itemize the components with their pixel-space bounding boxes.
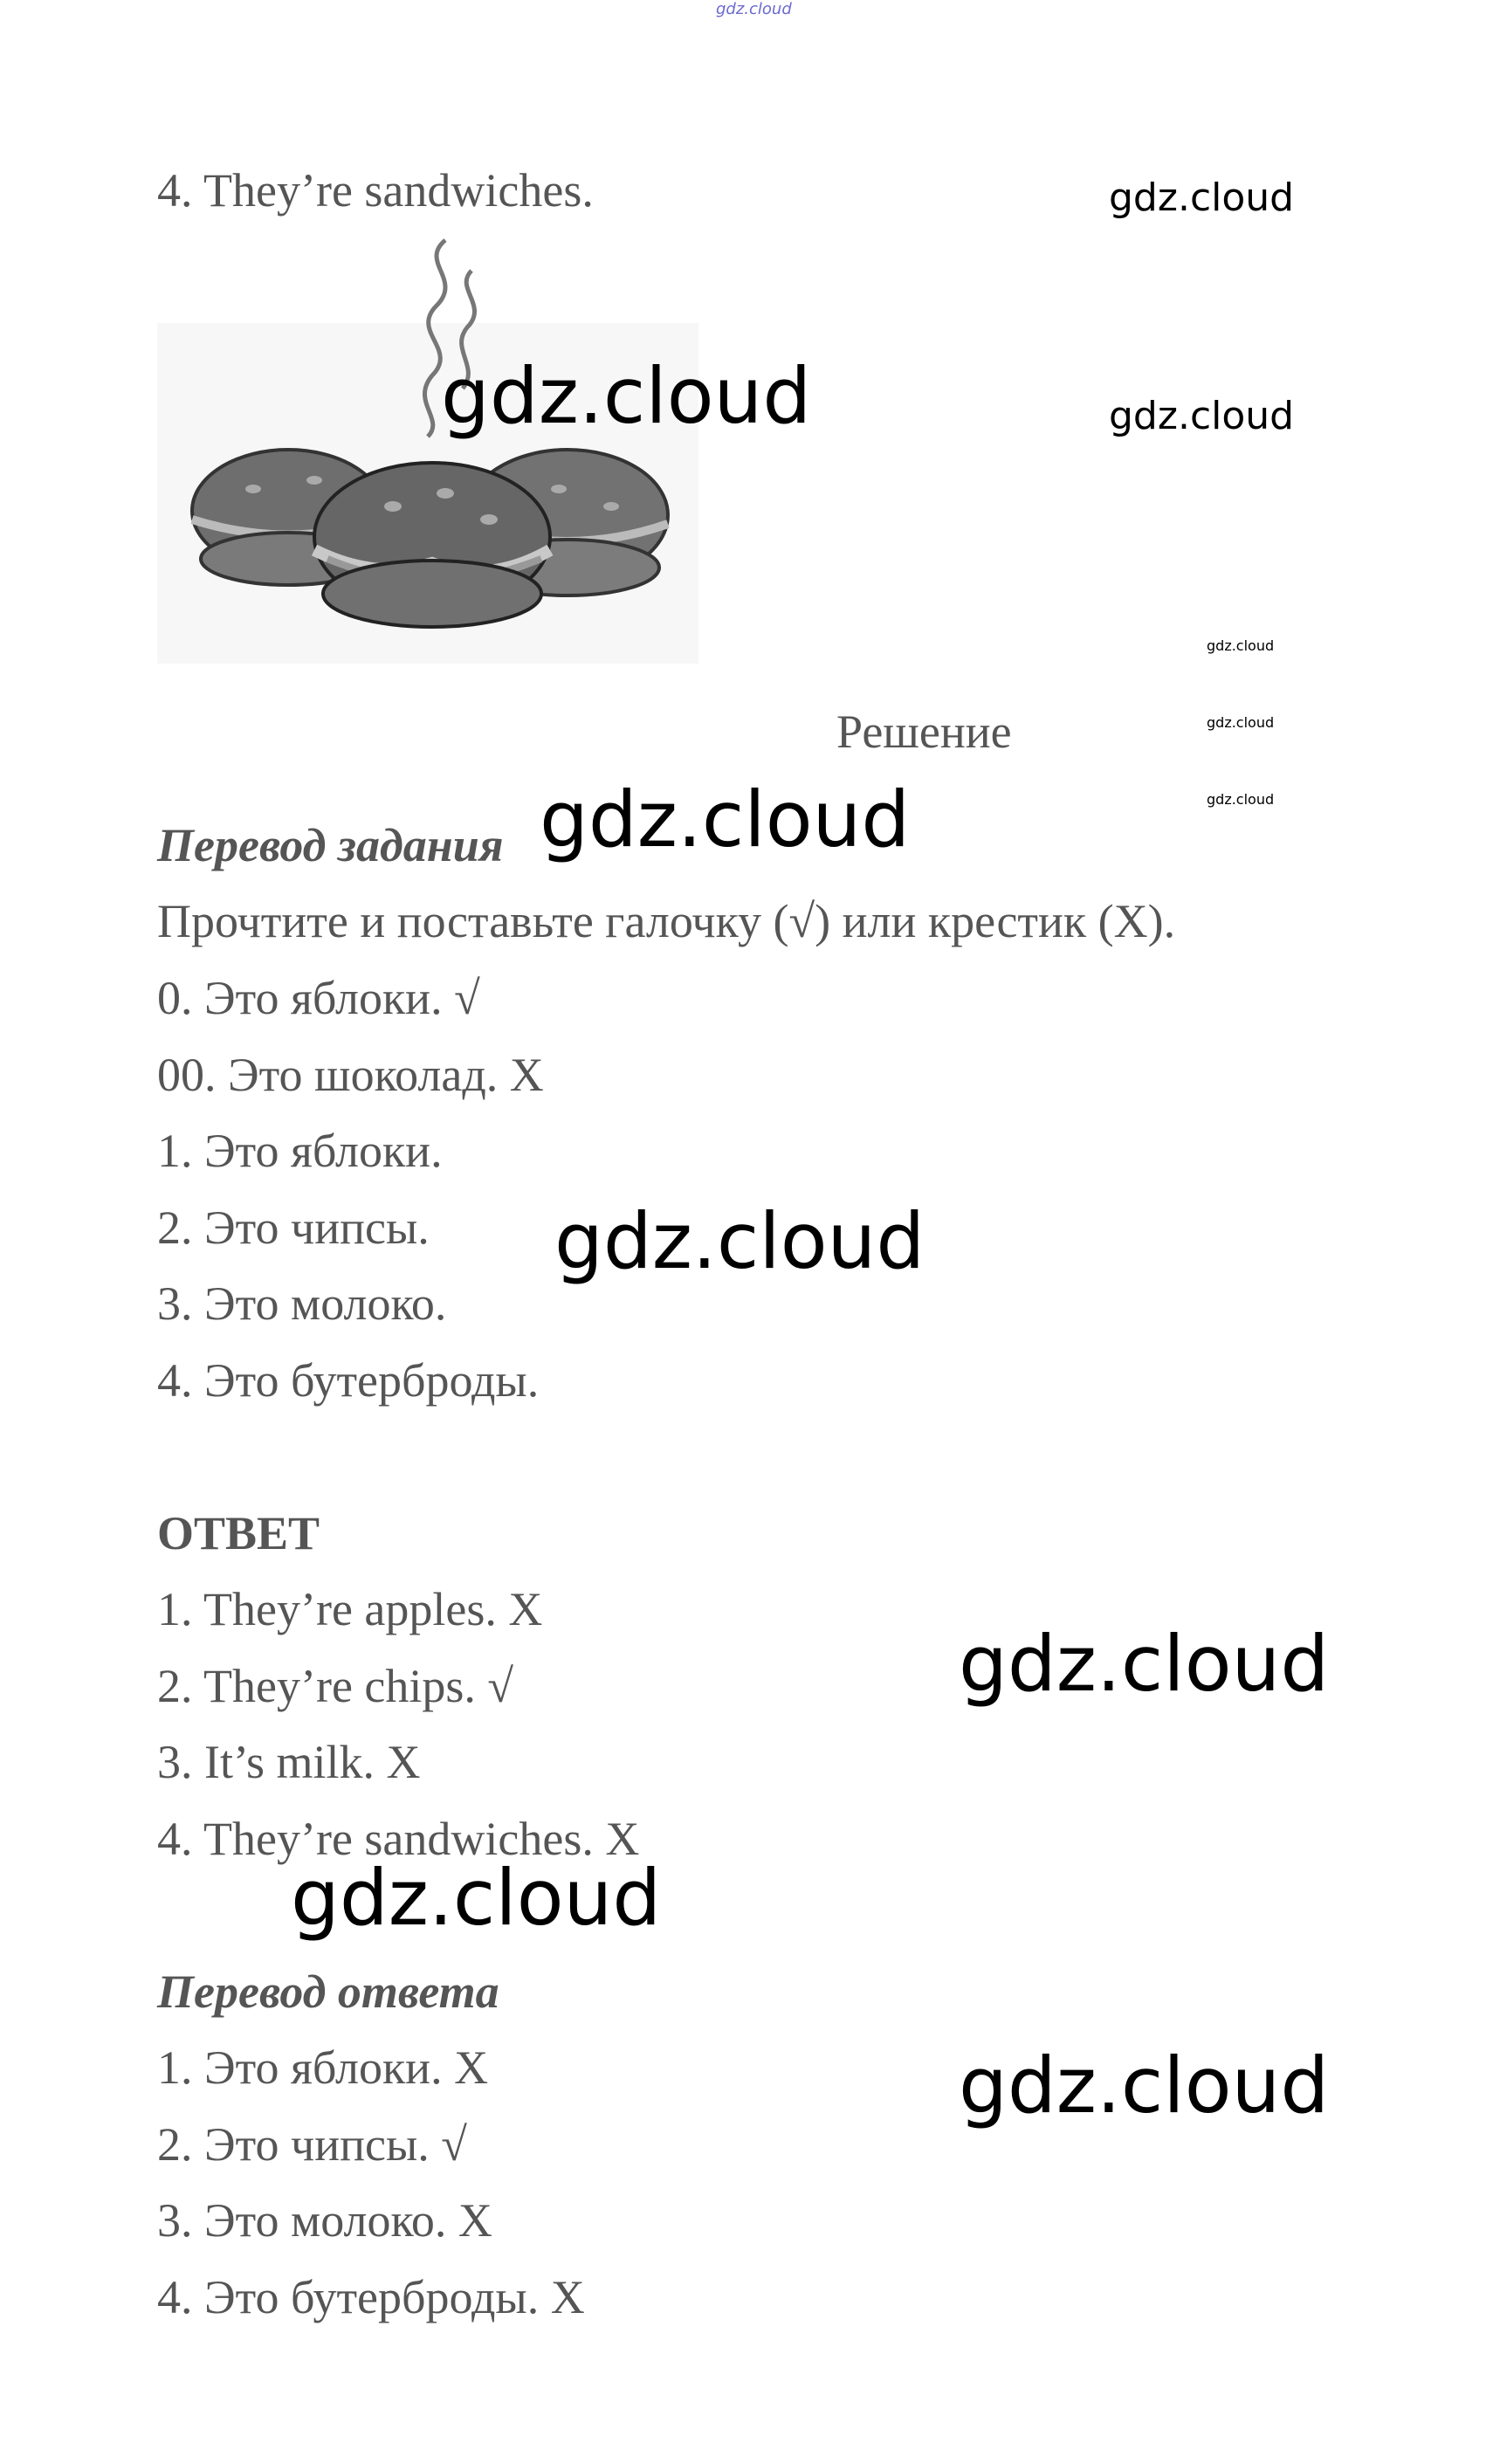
task-item-4: 4. They’re sandwiches. <box>157 164 594 217</box>
sandwiches-icon <box>157 236 707 664</box>
watermark-tiny-3: gdz.cloud <box>1207 791 1275 808</box>
translation-item: 0. Это яблоки. √ <box>157 972 480 1024</box>
answer-translation-item: 2. Это чипсы. √ <box>157 2118 467 2171</box>
translation-item: 00. Это шоколад. Х <box>157 1049 544 1101</box>
answer-heading: ОТВЕТ <box>157 1507 320 1559</box>
translation-item: 3. Это молоко. <box>157 1277 447 1330</box>
watermark-image: gdz.cloud <box>441 351 812 441</box>
watermark-tiny-1: gdz.cloud <box>1207 637 1275 654</box>
watermark-right-1: gdz.cloud <box>1109 176 1295 220</box>
watermark-right-2: gdz.cloud <box>1109 394 1295 438</box>
answer-item: 4. They’re sandwiches. X <box>157 1813 640 1865</box>
answer-translation-item: 4. Это бутерброды. Х <box>157 2271 585 2323</box>
answer-item: 2. They’re chips. √ <box>157 1660 514 1712</box>
translation-item: 4. Это бутерброды. <box>157 1354 540 1407</box>
watermark-heading: gdz.cloud <box>540 774 911 864</box>
watermark-top: gdz.cloud <box>716 0 792 18</box>
answer-translation-item: 1. Это яблоки. Х <box>157 2041 489 2094</box>
answer-translation-item: 3. Это молоко. Х <box>157 2194 492 2247</box>
watermark-tiny-2: gdz.cloud <box>1207 714 1275 731</box>
answer-item: 3. It’s milk. X <box>157 1736 421 1788</box>
instruction-text: Прочтите и поставьте галочку (√) или крестик (Х). <box>157 895 1176 947</box>
watermark-translation-right: gdz.cloud <box>959 2041 1330 2130</box>
answer-item: 1. They’re apples. X <box>157 1583 543 1635</box>
task-translation-heading: Перевод задания <box>157 819 504 871</box>
watermark-answer-right: gdz.cloud <box>959 1619 1330 1709</box>
answer-translation-heading: Перевод ответа <box>157 1965 499 2018</box>
solution-title: Решение <box>836 705 1012 758</box>
watermark-list: gdz.cloud <box>554 1196 925 1286</box>
watermark-answer-mid: gdz.cloud <box>291 1853 662 1943</box>
translation-item: 2. Это чипсы. <box>157 1201 430 1254</box>
translation-item: 1. Это яблоки. <box>157 1125 443 1177</box>
